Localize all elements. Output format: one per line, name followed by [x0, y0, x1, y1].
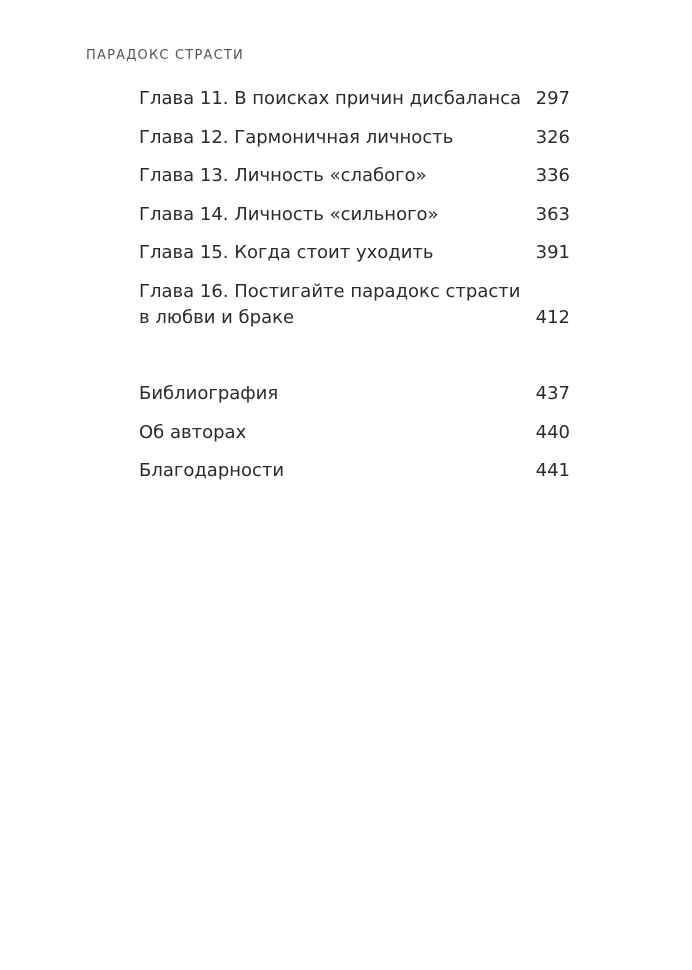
toc-entry-page: 297	[535, 88, 570, 109]
toc-entry-title: Глава 15. Когда стоит уходить	[139, 242, 434, 263]
toc-entry-chapter-11	[139, 86, 570, 112]
toc-entry-title: Глава 12. Гармоничная личность	[139, 126, 454, 148]
running-header: ПАРАДОКС СТРАСТИ	[86, 48, 244, 63]
toc-entry-title: Глава 16. Постигайте парадокс страсти в любви и браке	[139, 280, 521, 328]
section-spacer	[139, 343, 570, 381]
toc-entry-page: 441	[535, 460, 570, 481]
toc-entry-chapter-13	[139, 163, 570, 189]
toc-entry-title: Глава 14. Личность «сильного»	[139, 203, 439, 225]
toc-entry-page: 336	[535, 165, 570, 186]
toc-entry-title: Глава 13. Личность «слабого»	[139, 165, 427, 186]
toc-entry-title: Об авторах	[139, 421, 247, 443]
toc-entry-bibliography	[139, 381, 570, 407]
toc-entry-about-authors	[139, 420, 570, 446]
toc-entry-chapter-15	[139, 240, 570, 266]
table-of-contents	[139, 86, 570, 497]
toc-entry-title: Библиография	[139, 383, 279, 404]
toc-entry-page: 326	[535, 126, 570, 148]
toc-entry-chapter-16	[139, 279, 570, 331]
toc-entry-chapter-14	[139, 202, 570, 228]
toc-entry-title: Глава 11. В поисках причин дисбаланса	[139, 88, 522, 109]
toc-entry-page: 437	[535, 383, 570, 404]
toc-entry-page: 440	[535, 421, 570, 443]
toc-entry-page: 391	[535, 242, 570, 263]
toc-entry-acknowledgements	[139, 458, 570, 484]
toc-entry-page: 412	[535, 306, 570, 328]
toc-entry-chapter-12	[139, 125, 570, 151]
toc-entry-page: 363	[535, 203, 570, 225]
toc-entry-title: Благодарности	[139, 460, 285, 481]
